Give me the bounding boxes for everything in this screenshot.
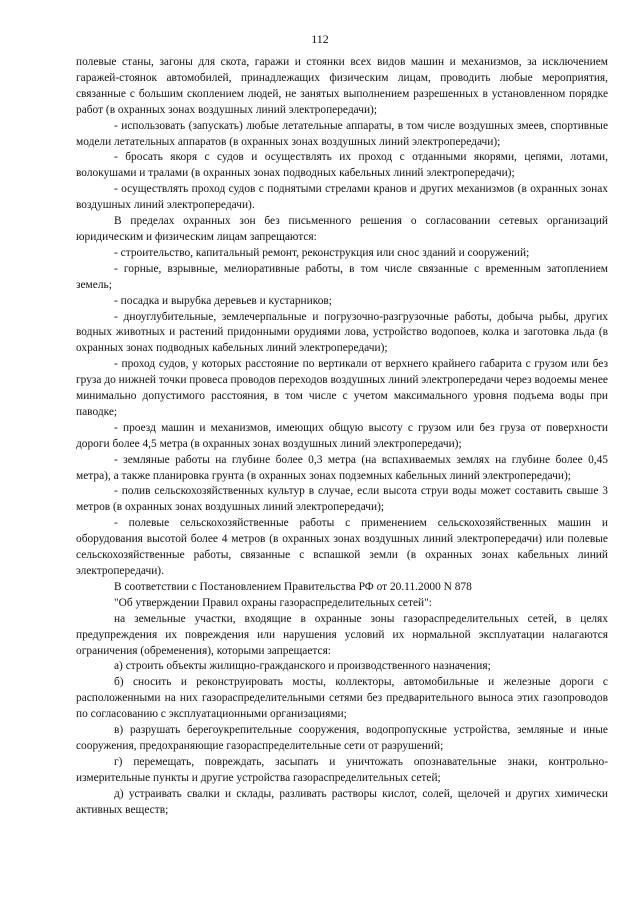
paragraph-14: - полевые сельскохозяйственные работы с применением сельскохозяйственных машин и оборудования высотой более 4 метров (в охранных зонах воздушных линий электропередачи) или полевые сельскохозяйственные работы, связанные с вспашкой земли (в охранных зонах кабельных линий электропередачи). — [76, 517, 608, 577]
page-number: 112 — [311, 32, 329, 46]
paragraph-2: - использовать (запускать) любые летательные аппараты, в том числе воздушных змеев, спортивные модели летательных аппаратов (в охранных зонах воздушных линий электропередачи); — [76, 119, 608, 148]
paragraph-10: - проход судов, у которых расстояние по вертикали от верхнего крайнего габарита с грузом или без груза до нижней точки провеса проводов переходов воздушных линий электропередачи через водоемы менее минимально допустимого расстояния, в том числе с учетом максимального уровня подъема воды при паводке; — [76, 358, 608, 418]
paragraph-5: В пределах охранных зон без письменного решения о согласовании сетевых организаций юридическим и физическим лицам запрещаются: — [76, 215, 608, 243]
paragraph-15: В соответствии с Постановлением Правительства РФ от 20.11.2000 N 878 — [114, 580, 472, 593]
paragraph-22: д) устраивать свалки и склады, разливать растворы кислот, солей, щелочей и других химически активных веществ; — [76, 787, 608, 816]
paragraph-4: - осуществлять проход судов с поднятыми стрелами кранов и других механизмов (в охранных зонах воздушных линий электропередачи). — [76, 183, 608, 212]
paragraph-8: - посадка и вырубка деревьев и кустарников; — [114, 294, 332, 307]
page-body — [76, 55, 608, 819]
paragraph-17: на земельные участки, входящие в охранные зоны газораспределительных сетей, в целях предупреждения их повреждения или нарушения условий их нормальной эксплуатации налагаются ограничения (обременения), которыми запрещается: — [76, 612, 608, 657]
paragraph-19: б) сносить и реконструировать мосты, коллекторы, автомобильные и железные дороги с расположенными на них газораспределительными сетями без предварительного выноса этих газопроводов по согласованию с эксплуатационными организациями; — [76, 676, 608, 721]
paragraph-6: - строительство, капитальный ремонт, реконструкция или снос зданий и сооружений; — [114, 246, 530, 259]
paragraph-13: - полив сельскохозяйственных культур в случае, если высота струи воды может составить свыше 3 метров (в охранных зонах воздушных линий электропередачи); — [76, 485, 608, 514]
paragraph-1: полевые станы, загоны для скота, гаражи и стоянки всех видов машин и механизмов, за исключением гаражей-стоянок автомобилей, принадлежащих физическим лицам, проводить любые мероприятия, связанные с большим скоплением людей, не занятых выполнением разрешенных в установленном порядке работ (в охранных зонах воздушных линий электропередачи); — [76, 56, 608, 116]
paragraph-20: в) разрушать берегоукрепительные сооружения, водопропускные устройства, земляные и иные сооружения, предохраняющие газораспределительные сети от разрушений; — [76, 724, 608, 752]
paragraph-9: - дноуглубительные, землечерпальные и погрузочно-разгрузочные работы, добыча рыбы, других водных животных и растений придонными орудиями лова, устройство водопоев, колка и заготовка льда (в охранных зонах подводных кабельных линий электропередачи); — [76, 310, 608, 355]
paragraph-11: - проезд машин и механизмов, имеющих общую высоту с грузом или без груза от поверхности дороги более 4,5 метра (в охранных зонах воздушных линий электропередачи); — [76, 421, 608, 450]
paragraph-12: - земляные работы на глубине более 0,3 метра (на вспахиваемых землях на глубине более 0,45 метра), а также планировка грунта (в охранных зонах подземных кабельных линий электропередачи); — [76, 453, 608, 482]
paragraph-21: г) перемещать, повреждать, засыпать и уничтожать опознавательные знаки, контрольно-измерительные пункты и другие устройства газораспределительных сетей; — [76, 755, 608, 784]
paragraph-18: а) строить объекты жилищно-гражданского и производственного назначения; — [114, 660, 491, 673]
paragraph-3: - бросать якоря с судов и осуществлять их проход с отданными якорями, цепями, лотами, волокушами и тралами (в охранных зонах подводных кабельных линий электропередачи); — [76, 151, 608, 180]
paragraph-7: - горные, взрывные, мелиоративные работы, в том числе связанные с временным затоплением земель; — [76, 262, 608, 291]
paragraph-16: "Об утверждении Правил охраны газораспределительных сетей": — [114, 596, 432, 609]
